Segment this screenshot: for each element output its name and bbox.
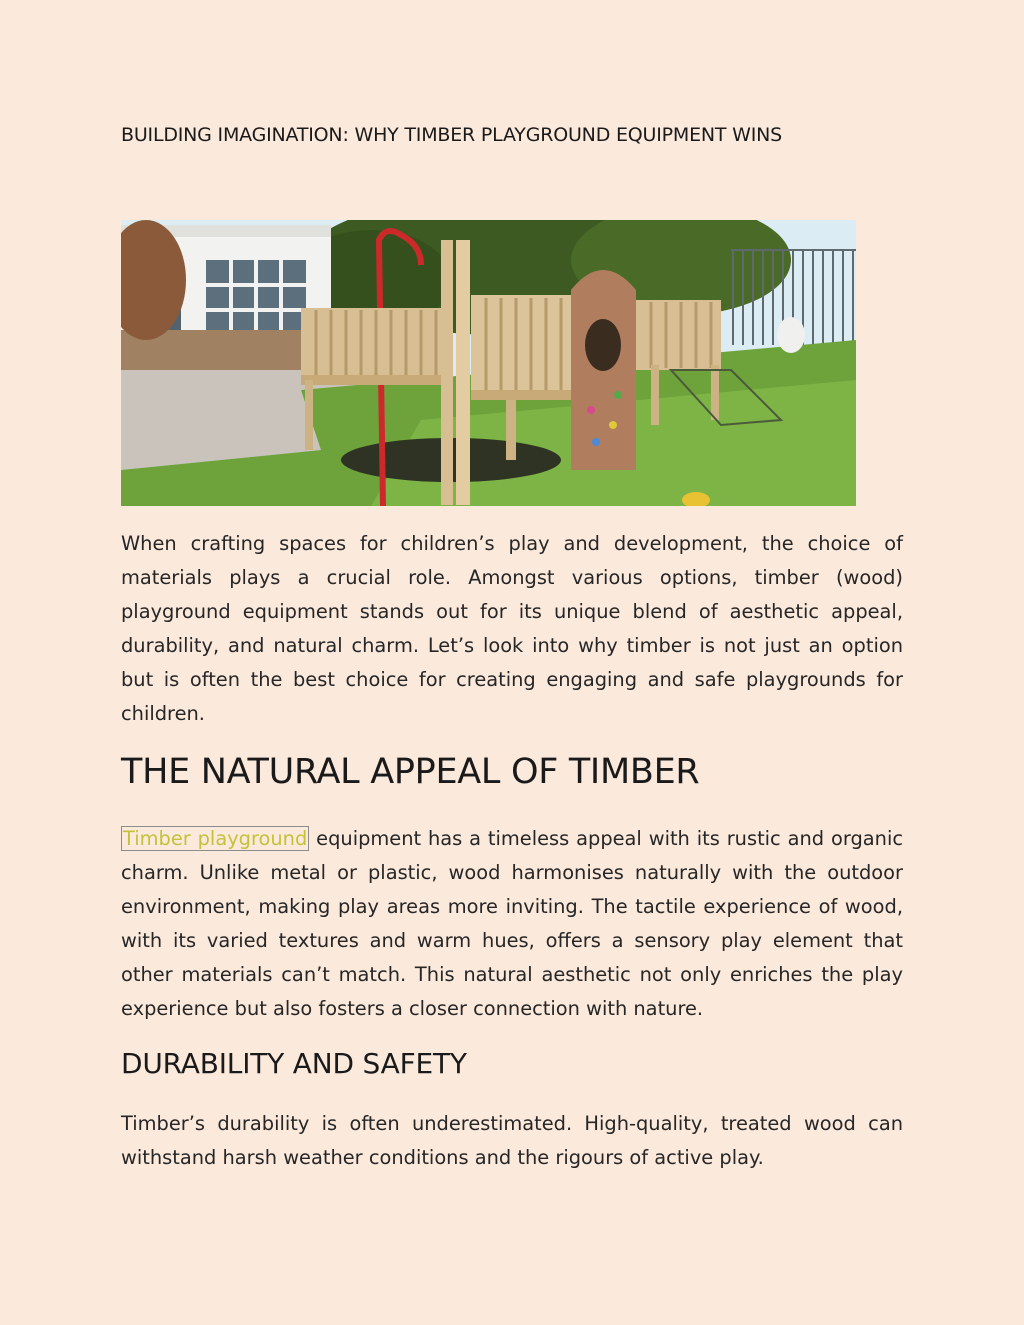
section-heading-natural-appeal: THE NATURAL APPEAL OF TIMBER: [121, 752, 700, 792]
intro-paragraph: When crafting spaces for children’s play and development, the choice of materials plays a crucial role. Amongst various options, timber (wood) playground equipment stands out for its unique blend of aesthetic appeal, durability, and natural charm. Let’s look into why timber is not just an option but is often the best choice for creating engaging and safe playgrounds for children.: [121, 532, 903, 725]
playground-photo: [121, 220, 856, 506]
playground-illustration: [121, 220, 856, 506]
natural-appeal-body: equipment has a timeless appeal with its rustic and organic charm. Unlike metal or plastic, wood harmonises naturally with the outdoor environment, making play areas more inviting. The tactile experience of wood, with its varied textures and warm hues, offers a sensory play element that other materials can’t match. This natural aesthetic not only enriches the play experience but also fosters a closer connection with nature.: [121, 827, 903, 1020]
timber-playground-link[interactable]: Timber playground: [123, 827, 308, 850]
natural-appeal-paragraph: [121, 822, 903, 1026]
document-title: BUILDING IMAGINATION: WHY TIMBER PLAYGROUND EQUIPMENT WINS: [121, 124, 783, 146]
durability-paragraph: Timber’s durability is often underestimated. High-quality, treated wood can withstand harsh weather conditions and the rigours of active play.: [121, 1112, 903, 1169]
section-heading-durability: DURABILITY AND SAFETY: [121, 1047, 467, 1080]
